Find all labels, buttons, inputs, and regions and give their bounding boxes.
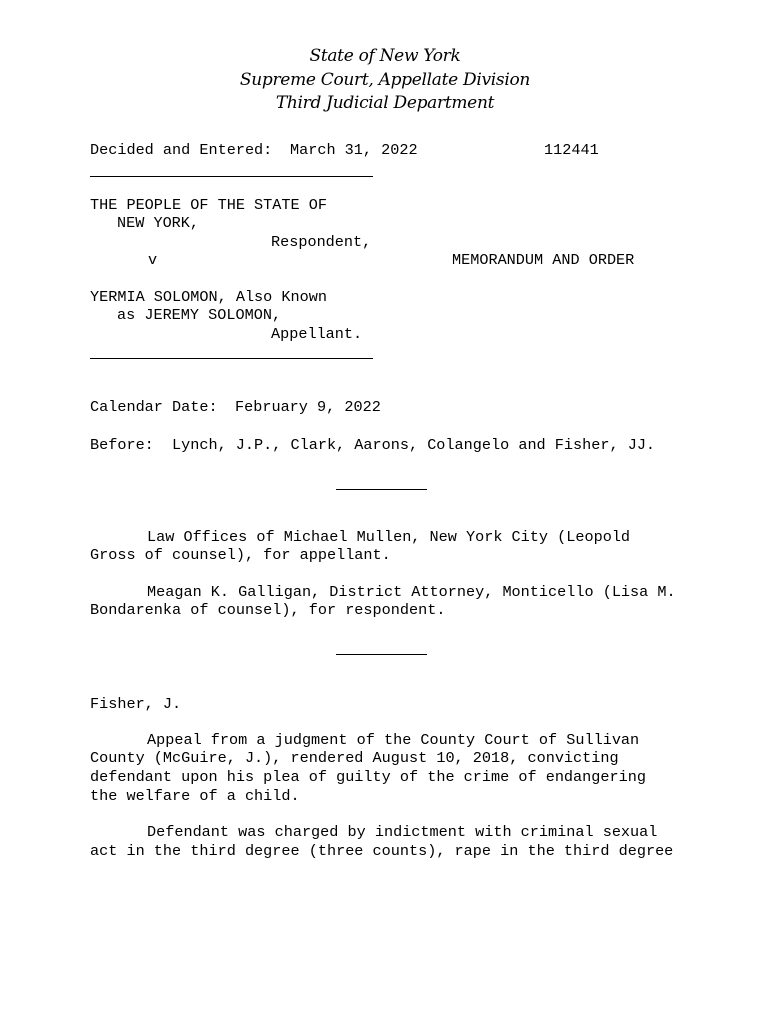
decided-label: Decided and Entered: bbox=[90, 141, 273, 159]
caption-top-rule bbox=[90, 176, 373, 177]
court-department: Third Judicial Department bbox=[275, 93, 495, 113]
section-divider-1 bbox=[336, 489, 427, 490]
calendar-date: February 9, 2022 bbox=[235, 398, 381, 416]
plaintiff-line2: NEW YORK, bbox=[117, 214, 200, 232]
opinion-para1-line3: defendant upon his plea of guilty of the crime of endangering bbox=[90, 768, 646, 786]
caption-bottom-rule bbox=[90, 358, 373, 359]
opinion-para1-line2: County (McGuire, J.), rendered August 10, 2018, convicting bbox=[90, 749, 619, 767]
opinion-author: Fisher, J. bbox=[90, 695, 182, 713]
defendant-line1: YERMIA SOLOMON, Also Known bbox=[90, 288, 327, 306]
decided-date: March 31, 2022 bbox=[290, 141, 418, 159]
opinion-para2-line1: Defendant was charged by indictment with criminal sexual bbox=[147, 823, 658, 841]
counsel-appellant-line2: Gross of counsel), for appellant. bbox=[90, 546, 391, 564]
counsel-respondent-line2: Bondarenka of counsel), for respondent. bbox=[90, 601, 446, 619]
plaintiff-role: Respondent, bbox=[271, 233, 372, 251]
versus: v bbox=[148, 251, 158, 269]
counsel-respondent-line1: Meagan K. Galligan, District Attorney, Monticello (Lisa M. bbox=[147, 583, 676, 601]
docket-number: 112441 bbox=[544, 141, 599, 159]
defendant-role: Appellant. bbox=[271, 325, 363, 343]
bench-label: Before: bbox=[90, 436, 154, 454]
opinion-para1-line1: Appeal from a judgment of the County Court of Sullivan bbox=[147, 731, 640, 749]
order-type: MEMORANDUM AND ORDER bbox=[452, 251, 635, 269]
section-divider-2 bbox=[336, 654, 427, 655]
counsel-appellant-line1: Law Offices of Michael Mullen, New York City (Leopold bbox=[147, 528, 631, 546]
court-division: Supreme Court, Appellate Division bbox=[239, 70, 531, 90]
court-state: State of New York bbox=[309, 46, 461, 66]
defendant-line2: as JEREMY SOLOMON, bbox=[117, 306, 282, 324]
plaintiff-line1: THE PEOPLE OF THE STATE OF bbox=[90, 196, 327, 214]
opinion-para1-line4: the welfare of a child. bbox=[90, 787, 300, 805]
opinion-para2-line2: act in the third degree (three counts), rape in the third degree bbox=[90, 842, 674, 860]
bench-judges: Lynch, J.P., Clark, Aarons, Colangelo and Fisher, JJ. bbox=[172, 436, 656, 454]
calendar-label: Calendar Date: bbox=[90, 398, 218, 416]
